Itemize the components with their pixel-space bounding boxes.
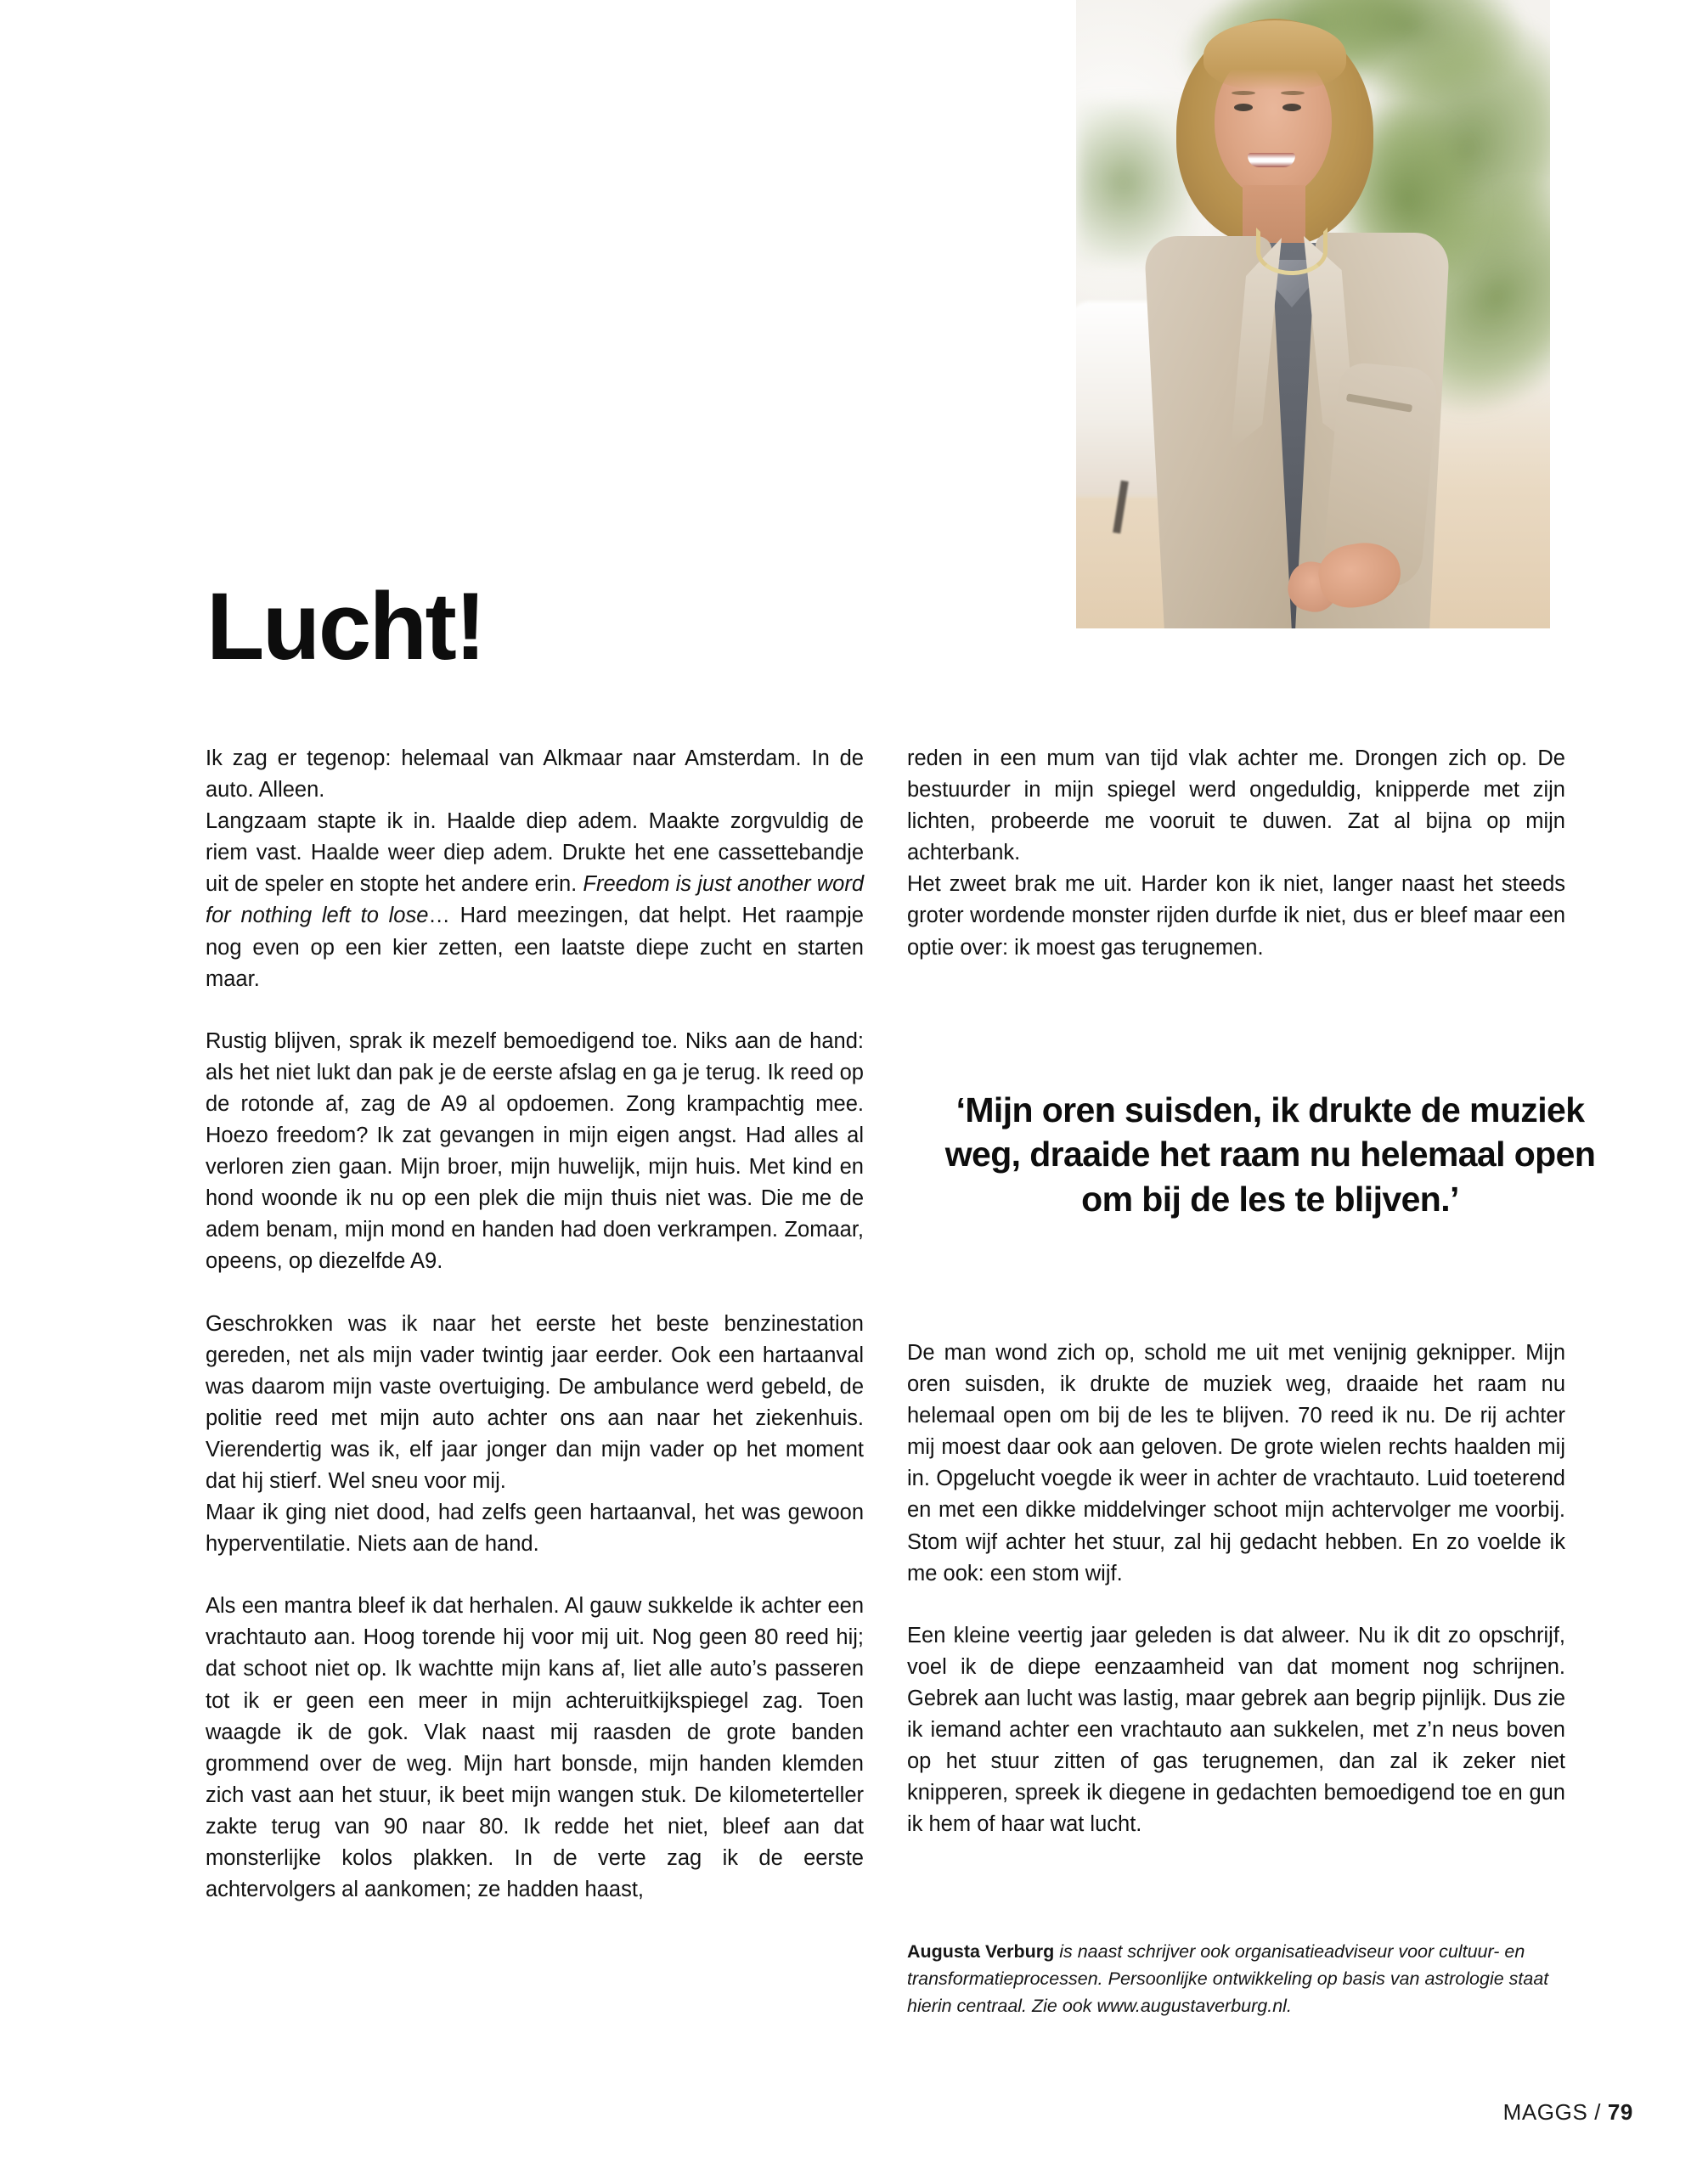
song-lyric-italic: Freedom is just another word for nothing left to lose (206, 872, 865, 928)
page-title: Lucht! (206, 573, 485, 680)
body-column-left (206, 743, 864, 1906)
author-bio (907, 1938, 1565, 2020)
paragraph: Maar ik ging niet dood, had zelfs geen hartaanval, het was gewoon hyperventilatie. Niets aan de hand. (206, 1501, 864, 1557)
paragraph: Het zweet brak me uit. Harder kon ik niet, langer naast het steeds groter wordende monster rijden durfde ik niet, dus er bleef maar een optie over: ik moest gas terugnemen. (907, 872, 1565, 960)
subject-mouth (1248, 153, 1295, 167)
paragraph-spacer (206, 1278, 864, 1309)
magazine-name: MAGGS / (1502, 2099, 1608, 2125)
page-footer (1503, 2099, 1633, 2126)
paragraph: reden in een mum van tijd vlak achter me. Drongen zich op. De bestuurder in mijn spiegel werd ongeduldig, knipperde met zijn lichten, probeerde me vooruit te duwen. Zat al bijna op mijn achterbank. (907, 746, 1565, 865)
body-column-right-top (907, 743, 1565, 964)
paragraph: De man wond zich op, schold me uit met venijnig geknipper. Mijn oren suisden, ik drukte de muziek weg, draaide het raam nu helemaal open om bij de les te blijven. 70 reed ik nu. De rij achter mij moest daar ook aan geloven. De grote wielen rechts haalden mij in. Opgelucht voegde ik weer in achter de vrachtauto. Luid toeterend en met een dikke middelvinger schoot mijn achtervolger me voorbij. Stom wijf achter het stuur, zal hij gedacht hebben. En zo voelde ik me ook: een stom wijf. (907, 1341, 1565, 1585)
author-portrait-photo (1076, 0, 1550, 628)
paragraph-spacer (206, 995, 864, 1026)
author-name: Augusta Verburg (907, 1940, 1055, 1962)
subject-eye-left (1234, 104, 1253, 111)
paragraph-text-pre: Langzaam stapte ik in. Haalde diep adem. Maakte zorgvuldig de riem vast. Haalde weer diep adem. Drukte het ene cassettebandje uit de speler en stopte het andere erin. (206, 809, 864, 897)
author-bio-text: is naast schrijver ook organisatieadviseur voor cultuur- en transformatieprocessen. Persoonlijke ontwikkeling op basis van astrologie staat hierin centraal. Zie ook www.augustaverburg.nl. (907, 1940, 1549, 2016)
subject-fringe (1203, 20, 1346, 90)
subject-eyebrow-right (1281, 91, 1305, 95)
paragraph: Ik zag er tegenop: helemaal van Alkmaar naar Amsterdam. In de auto. Alleen. (206, 746, 864, 803)
pull-quote: ‘Mijn oren suisden, ik drukte de muziek weg, draaide het raam nu helemaal open om bij de les te blijven.’ (944, 1090, 1596, 1219)
paragraph (206, 806, 864, 995)
paragraph-spacer (206, 1560, 864, 1591)
paragraph-text-post: … Hard meezingen, dat helpt. Het raampje nog even op een kier zetten, een laatste diepe zucht en starten maar. (206, 904, 864, 991)
subject-eye-right (1282, 104, 1301, 111)
necklace (1256, 228, 1328, 275)
paragraph: Als een mantra bleef ik dat herhalen. Al gauw sukkelde ik achter een vrachtauto aan. Hoog torende hij voor mij uit. Nog geen 80 reed hij; dat schoot niet op. Ik wachtte mijn kans af, liet alle auto’s passeren tot ik er geen een meer in mijn achteruitkijkspiegel zag. Toen waagde ik de gok. Vlak naast mij raasden de grote banden grommend over de weg. Mijn hart bonsde, mijn handen klemden zich vast aan het stuur, ik beet mijn wangen stuk. De kilometerteller zakte terug van 90 naar 80. Ik redde het niet, bleef aan dat monsterlijke kolos plakken. In de verte zag ik de eerste achtervolgers al aankomen; ze hadden haast, (206, 1594, 864, 1902)
paragraph: Rustig blijven, sprak ik mezelf bemoedigend toe. Niks aan de hand: als het niet lukt dan pak je de eerste afslag en ga je terug. Ik reed op de rotonde af, zag de A9 al opdoemen. Zong krampachtig mee. Hoezo freedom? Ik zat gevangen in mijn eigen angst. Had alles al verloren zien gaan. Mijn broer, mijn huwelijk, mijn huis. Met kind en hond woonde ik nu op een plek die mijn thuis niet was. Die me de adem benam, mijn mond en handen had doen verkrampen. Zomaar, opeens, op diezelfde A9. (206, 1028, 864, 1274)
paragraph-spacer (907, 1590, 1565, 1620)
subject-eyebrow-left (1232, 91, 1255, 95)
body-column-right-bottom (907, 1338, 1565, 1840)
page-number: 79 (1607, 2099, 1633, 2125)
paragraph: Geschrokken was ik naar het eerste het beste benzinestation gereden, net als mijn vader twintig jaar eerder. Ook een hartaanval was daarom mijn vaste overtuiging. De ambulance werd gebeld, de politie reed met mijn auto achter ons aan naar het ziekenhuis. Vierendertig was ik, elf jaar jonger dan mijn vader op het moment dat hij stierf. Wel sneu voor mij. (206, 1311, 864, 1493)
paragraph: Een kleine veertig jaar geleden is dat alweer. Nu ik dit zo opschrijf, voel ik de diepe eenzaamheid van dat moment nog schrijnen. Gebrek aan lucht was lastig, maar gebrek aan begrip pijnlijk. Dus zie ik iemand achter een vrachtauto aan sukkelen, met z’n neus boven op het stuur zitten of gas terugnemen, dan zal ik zeker niet knipperen, spreek ik diegene in gedachten bemoedigend toe en gun ik hem of haar wat lucht. (907, 1623, 1565, 1837)
